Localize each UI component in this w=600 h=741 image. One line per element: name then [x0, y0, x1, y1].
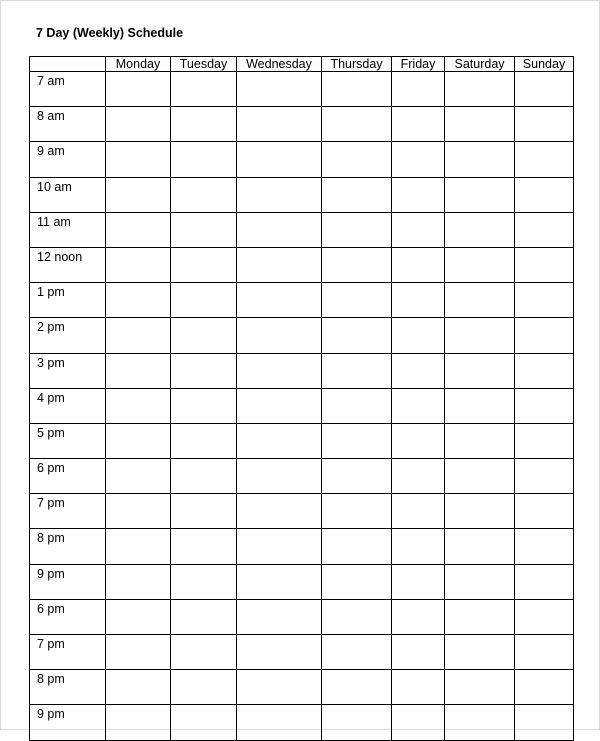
schedule-cell[interactable] [392, 494, 445, 529]
schedule-cell[interactable] [445, 212, 515, 247]
schedule-cell[interactable] [322, 247, 392, 282]
page-title: 7 Day (Weekly) Schedule [36, 26, 184, 40]
time-label: 11 am [30, 212, 106, 247]
schedule-cell[interactable] [322, 529, 392, 564]
schedule-cell[interactable] [322, 388, 392, 423]
schedule-cell[interactable] [171, 107, 237, 142]
time-label: 5 pm [30, 423, 106, 458]
schedule-cell[interactable] [322, 459, 392, 494]
schedule-cell[interactable] [106, 353, 171, 388]
time-label: 12 noon [30, 247, 106, 282]
schedule-cell[interactable] [322, 353, 392, 388]
time-label: 9 pm [30, 705, 106, 740]
schedule-cell[interactable] [445, 283, 515, 318]
day-header: Monday [106, 57, 171, 72]
schedule-cell[interactable] [237, 388, 322, 423]
time-row [30, 212, 574, 247]
schedule-cell[interactable] [106, 529, 171, 564]
schedule-cell[interactable] [171, 353, 237, 388]
schedule-cell[interactable] [106, 705, 171, 740]
schedule-cell[interactable] [322, 142, 392, 177]
time-label: 7 pm [30, 494, 106, 529]
time-row [30, 529, 574, 564]
day-header: Thursday [322, 57, 392, 72]
schedule-cell[interactable] [171, 494, 237, 529]
schedule-cell[interactable] [515, 494, 574, 529]
schedule-cell[interactable] [445, 529, 515, 564]
schedule-cell[interactable] [515, 142, 574, 177]
schedule-cell[interactable] [445, 564, 515, 599]
schedule-cell[interactable] [106, 670, 171, 705]
schedule-cell[interactable] [322, 635, 392, 670]
time-label: 2 pm [30, 318, 106, 353]
schedule-cell[interactable] [392, 388, 445, 423]
schedule-cell[interactable] [445, 423, 515, 458]
schedule-cell[interactable] [106, 107, 171, 142]
schedule-cell[interactable] [237, 212, 322, 247]
schedule-cell[interactable] [392, 599, 445, 634]
time-row [30, 564, 574, 599]
time-label: 3 pm [30, 353, 106, 388]
schedule-cell[interactable] [322, 177, 392, 212]
schedule-cell[interactable] [237, 283, 322, 318]
day-header: Wednesday [237, 57, 322, 72]
corner-cell [30, 57, 106, 72]
schedule-cell[interactable] [392, 564, 445, 599]
schedule-cell[interactable] [237, 599, 322, 634]
schedule-cell[interactable] [322, 107, 392, 142]
schedule-cell[interactable] [515, 564, 574, 599]
schedule-cell[interactable] [106, 459, 171, 494]
time-label: 9 am [30, 142, 106, 177]
schedule-cell[interactable] [392, 212, 445, 247]
schedule-cell[interactable] [237, 529, 322, 564]
time-label: 8 am [30, 107, 106, 142]
time-row [30, 142, 574, 177]
schedule-cell[interactable] [445, 353, 515, 388]
time-label: 8 pm [30, 670, 106, 705]
schedule-cell[interactable] [322, 670, 392, 705]
schedule-cell[interactable] [515, 247, 574, 282]
schedule-cell[interactable] [171, 283, 237, 318]
schedule-cell[interactable] [392, 529, 445, 564]
schedule-cell[interactable] [392, 283, 445, 318]
schedule-cell[interactable] [515, 635, 574, 670]
time-label: 4 pm [30, 388, 106, 423]
schedule-cell[interactable] [392, 142, 445, 177]
day-header: Tuesday [171, 57, 237, 72]
schedule-cell[interactable] [445, 107, 515, 142]
time-label: 7 pm [30, 635, 106, 670]
schedule-cell[interactable] [445, 72, 515, 107]
time-row [30, 459, 574, 494]
schedule-cell[interactable] [445, 388, 515, 423]
time-row [30, 353, 574, 388]
schedule-cell[interactable] [171, 564, 237, 599]
schedule-cell[interactable] [237, 247, 322, 282]
schedule-body [30, 72, 574, 741]
schedule-cell[interactable] [106, 177, 171, 212]
time-label: 7 am [30, 72, 106, 107]
day-header: Friday [392, 57, 445, 72]
time-row [30, 494, 574, 529]
schedule-cell[interactable] [237, 705, 322, 740]
schedule-cell[interactable] [445, 599, 515, 634]
schedule-cell[interactable] [445, 670, 515, 705]
schedule-cell[interactable] [445, 459, 515, 494]
schedule-cell[interactable] [237, 423, 322, 458]
schedule-cell[interactable] [171, 599, 237, 634]
schedule-cell[interactable] [171, 529, 237, 564]
header-row [30, 57, 574, 72]
day-header: Saturday [445, 57, 515, 72]
schedule-cell[interactable] [392, 247, 445, 282]
schedule-cell[interactable] [237, 564, 322, 599]
schedule-cell[interactable] [106, 388, 171, 423]
schedule-cell[interactable] [515, 529, 574, 564]
schedule-cell[interactable] [106, 423, 171, 458]
schedule-cell[interactable] [392, 177, 445, 212]
schedule-cell[interactable] [171, 142, 237, 177]
schedule-cell[interactable] [392, 705, 445, 740]
schedule-cell[interactable] [171, 670, 237, 705]
schedule-cell[interactable] [106, 494, 171, 529]
schedule-cell[interactable] [237, 494, 322, 529]
schedule-cell[interactable] [392, 423, 445, 458]
schedule-cell[interactable] [171, 247, 237, 282]
schedule-cell[interactable] [515, 459, 574, 494]
schedule-cell[interactable] [445, 177, 515, 212]
time-row [30, 318, 574, 353]
schedule-cell[interactable] [237, 353, 322, 388]
time-row [30, 107, 574, 142]
schedule-cell[interactable] [392, 459, 445, 494]
time-row [30, 283, 574, 318]
schedule-cell[interactable] [237, 72, 322, 107]
time-label: 8 pm [30, 529, 106, 564]
schedule-cell[interactable] [515, 599, 574, 634]
time-row [30, 670, 574, 705]
schedule-cell[interactable] [237, 107, 322, 142]
schedule-cell[interactable] [392, 318, 445, 353]
schedule-cell[interactable] [237, 670, 322, 705]
schedule-cell[interactable] [171, 423, 237, 458]
schedule-cell[interactable] [392, 353, 445, 388]
time-row [30, 72, 574, 107]
schedule-cell[interactable] [237, 142, 322, 177]
schedule-cell[interactable] [515, 388, 574, 423]
schedule-cell[interactable] [515, 283, 574, 318]
day-header: Sunday [515, 57, 574, 72]
time-label: 9 pm [30, 564, 106, 599]
schedule-cell[interactable] [392, 72, 445, 107]
schedule-cell[interactable] [106, 635, 171, 670]
schedule-cell[interactable] [106, 247, 171, 282]
schedule-table [29, 56, 574, 741]
time-row [30, 423, 574, 458]
schedule-cell[interactable] [322, 564, 392, 599]
schedule-cell[interactable] [445, 705, 515, 740]
schedule-cell[interactable] [322, 212, 392, 247]
schedule-cell[interactable] [171, 635, 237, 670]
schedule-cell[interactable] [171, 388, 237, 423]
schedule-cell[interactable] [171, 177, 237, 212]
schedule-cell[interactable] [322, 423, 392, 458]
schedule-cell[interactable] [515, 670, 574, 705]
schedule-cell[interactable] [322, 599, 392, 634]
time-row [30, 635, 574, 670]
schedule-cell[interactable] [106, 283, 171, 318]
schedule-cell[interactable] [515, 705, 574, 740]
time-label: 1 pm [30, 283, 106, 318]
schedule-cell[interactable] [171, 212, 237, 247]
schedule-cell[interactable] [322, 494, 392, 529]
schedule-cell[interactable] [392, 635, 445, 670]
schedule-cell[interactable] [322, 283, 392, 318]
schedule-cell[interactable] [106, 142, 171, 177]
schedule-cell[interactable] [445, 247, 515, 282]
schedule-cell[interactable] [515, 423, 574, 458]
schedule-cell[interactable] [237, 635, 322, 670]
schedule-cell[interactable] [515, 318, 574, 353]
schedule-cell[interactable] [515, 177, 574, 212]
time-label: 10 am [30, 177, 106, 212]
schedule-cell[interactable] [106, 72, 171, 107]
schedule-cell[interactable] [171, 705, 237, 740]
schedule-cell[interactable] [515, 212, 574, 247]
schedule-cell[interactable] [515, 107, 574, 142]
schedule-cell[interactable] [322, 318, 392, 353]
time-row [30, 388, 574, 423]
schedule-cell[interactable] [106, 318, 171, 353]
schedule-cell[interactable] [322, 72, 392, 107]
schedule-cell[interactable] [106, 564, 171, 599]
schedule-cell[interactable] [445, 494, 515, 529]
schedule-cell[interactable] [392, 670, 445, 705]
schedule-cell[interactable] [171, 72, 237, 107]
time-label: 6 pm [30, 459, 106, 494]
schedule-cell[interactable] [106, 599, 171, 634]
time-row [30, 247, 574, 282]
schedule-cell[interactable] [237, 459, 322, 494]
time-row [30, 177, 574, 212]
schedule-cell[interactable] [237, 318, 322, 353]
time-label: 6 pm [30, 599, 106, 634]
schedule-cell[interactable] [515, 72, 574, 107]
time-row [30, 599, 574, 634]
schedule-cell[interactable] [106, 212, 171, 247]
time-row [30, 705, 574, 740]
schedule-cell[interactable] [392, 107, 445, 142]
schedule-cell[interactable] [322, 705, 392, 740]
schedule-cell[interactable] [445, 318, 515, 353]
schedule-cell[interactable] [171, 459, 237, 494]
schedule-cell[interactable] [237, 177, 322, 212]
schedule-cell[interactable] [445, 635, 515, 670]
schedule-cell[interactable] [171, 318, 237, 353]
schedule-cell[interactable] [445, 142, 515, 177]
schedule-cell[interactable] [515, 353, 574, 388]
